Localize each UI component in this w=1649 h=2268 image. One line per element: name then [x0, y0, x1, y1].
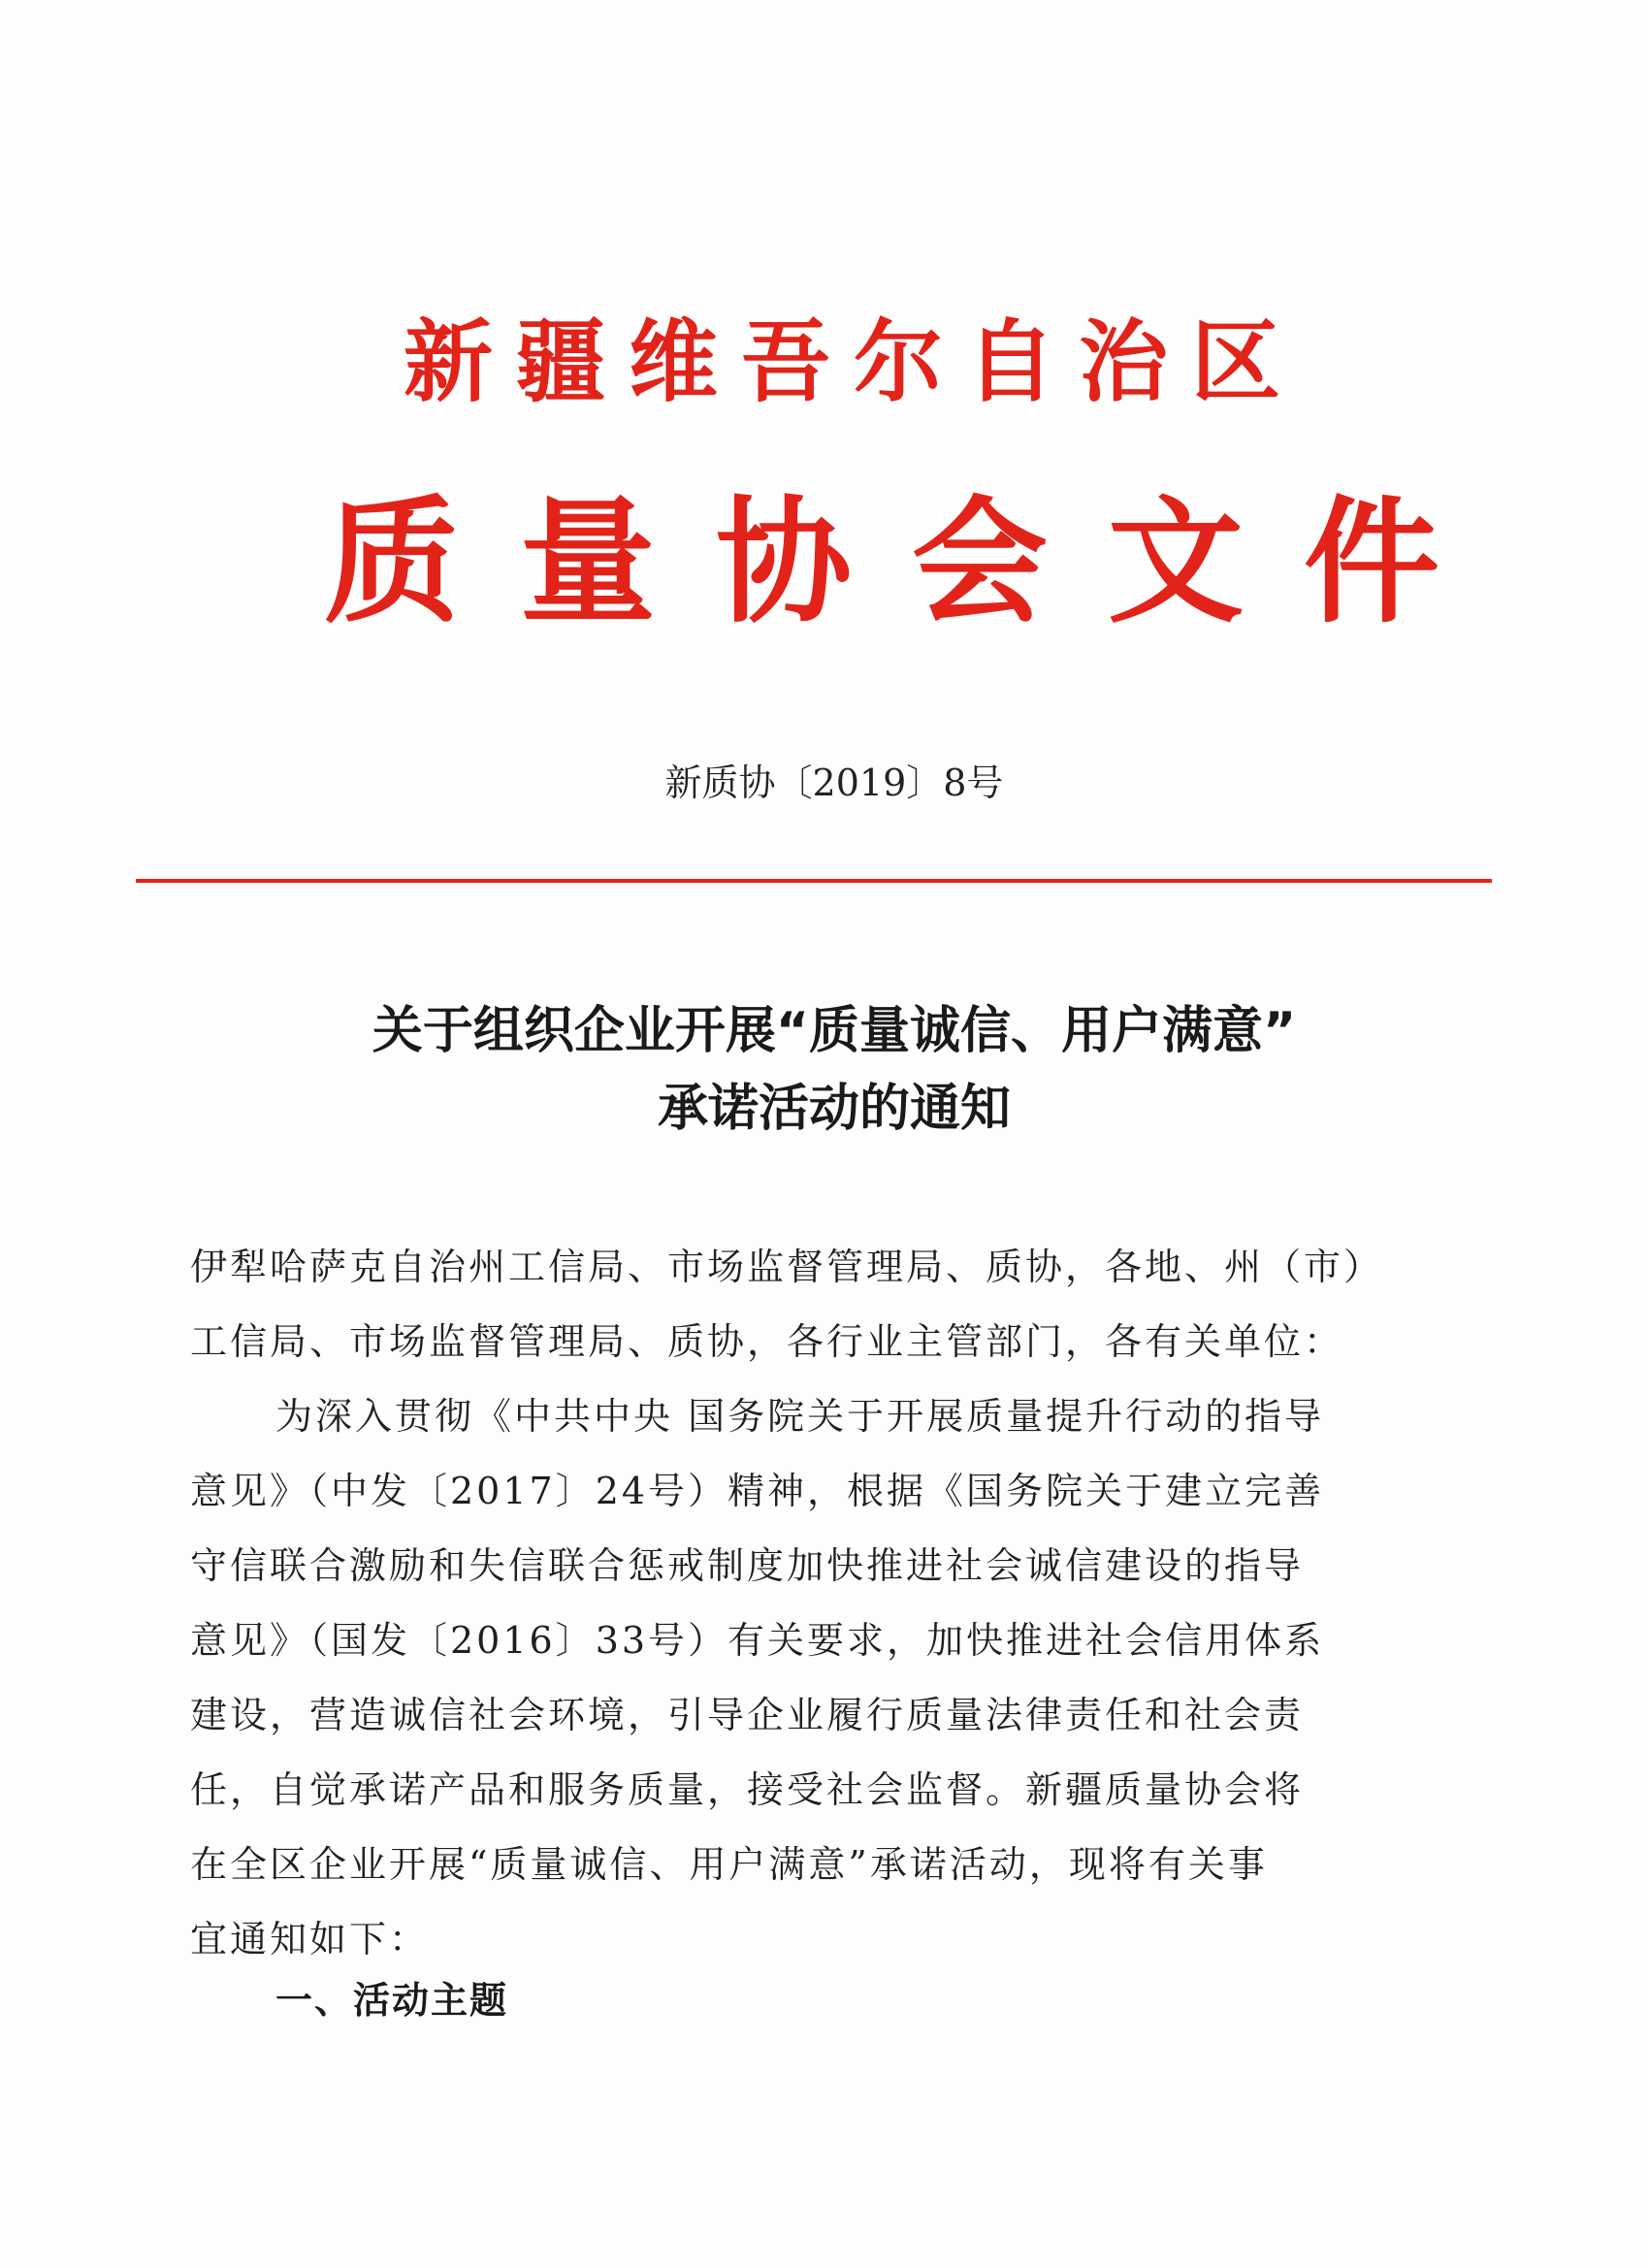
issuing-organization-header: 新疆维吾尔自治区: [403, 309, 1304, 414]
document-title-line-2: 承诺活动的通知: [657, 1080, 1011, 1138]
document-type-header: 质量协会文件: [323, 483, 1500, 642]
body-line: 宜通知如下：: [190, 1918, 430, 1960]
body-line: 为深入贯彻《中共中央 国务院关于开展质量提升行动的指导: [275, 1395, 1325, 1438]
body-line: 意见》（中发〔2017〕24号）精神，根据《国务院关于建立完善: [190, 1470, 1325, 1512]
body-line: 工信局、市场监督管理局、质协，各行业主管部门，各有关单位：: [190, 1320, 1344, 1363]
body-line: 守信联合激励和失信联合惩戒制度加快推进社会诚信建设的指导: [190, 1544, 1305, 1587]
document-number: 新质协〔2019〕8号: [664, 761, 1004, 804]
document-title-line-1: 关于组织企业开展“质量诚信、用户满意”: [372, 1002, 1297, 1060]
section-heading: 一、活动主题: [275, 1979, 509, 2022]
body-line: 在全区企业开展“质量诚信、用户满意”承诺活动，现将有关事: [190, 1843, 1268, 1886]
body-line: 伊犁哈萨克自治州工信局、市场监督管理局、质协，各地、州（市）: [190, 1246, 1384, 1288]
body-line: 意见》（国发〔2016〕33号）有关要求，加快推进社会信用体系: [190, 1619, 1325, 1662]
red-divider-line: [136, 879, 1492, 883]
body-line: 任，自觉承诺产品和服务质量，接受社会监督。新疆质量协会将: [190, 1768, 1305, 1811]
document-body: [190, 1230, 1451, 1977]
body-line: 建设，营造诚信社会环境，引导企业履行质量法律责任和社会责: [190, 1694, 1305, 1736]
